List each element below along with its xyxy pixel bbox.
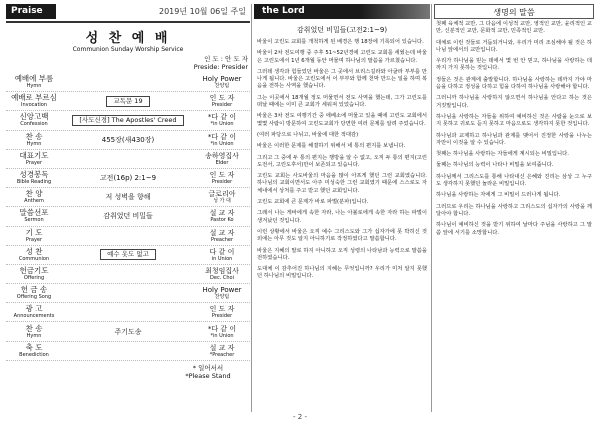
order-item-name bbox=[6, 171, 62, 185]
order-item-detail: [사도신경] The Apostles' Creed bbox=[72, 115, 183, 126]
order-item-en: Invocation bbox=[20, 102, 48, 109]
order-person-ko: 글로리아 bbox=[208, 190, 236, 199]
order-item-person bbox=[194, 248, 250, 262]
service-subtitle: Communion Sunday Worship Service bbox=[72, 46, 184, 53]
order-person-en: Elder bbox=[215, 159, 229, 166]
word-paragraph: 하나님을 사랑하는 자에게 그 비밀이 드러나게 됩니다. bbox=[436, 192, 561, 199]
order-item-person bbox=[194, 190, 250, 204]
order-item-name bbox=[6, 248, 62, 262]
order-item-ko: 헌 금 송 bbox=[20, 285, 48, 295]
order-item-detail: 고전(16p) 2:1~9 bbox=[99, 174, 157, 183]
order-item-en: Hymn bbox=[26, 140, 42, 147]
order-person-ko: *다 같 이 bbox=[207, 113, 237, 122]
order-item-en: Announcements bbox=[13, 313, 55, 320]
sermon-paragraph: 바울이 고린도 교회를 개척하게 된 배경은 행 18장에 기록되어 있습니다. bbox=[257, 39, 424, 45]
order-person-en: Preacher bbox=[210, 236, 234, 243]
word-paragraph: 하나님과 교제하고 하나님과 관계를 맺어서 진정한 사랑을 나누는 자만이 이것을 알 수 있습니다. bbox=[436, 132, 592, 146]
order-item-ko: 신앙고백 bbox=[19, 112, 49, 122]
order-item-content bbox=[62, 192, 194, 202]
order-item-content bbox=[62, 96, 194, 107]
word-paragraph: 우리가 하나님을 믿는 데에서 몇 번 안 믿고, 하나님을 사랑하는 데까지 가지 못하는 것입니다. bbox=[436, 58, 592, 72]
order-row bbox=[6, 188, 250, 207]
word-paragraph: 첫째는 하나님을 사랑하는 자들에게 계시되는 비밀입니다. bbox=[436, 151, 569, 158]
word-paragraph: 대체로 이런 것들로 거듭되거니와, 우리가 미리 조심해야 될 것은 하나님 앞에서의 교만입니다. bbox=[436, 39, 592, 53]
sermon-paragraph: 도대체 이 감추어진 하나님의 지혜는 무엇입니까? 우리가 미처 알지 못했던 하나님의 비밀입니다. bbox=[257, 266, 427, 280]
order-item-ko: 찬 송 bbox=[25, 323, 43, 333]
order-item-person bbox=[194, 286, 250, 300]
order-person-ko: Holy Power bbox=[202, 75, 242, 84]
word-title: 생명의 말씀 bbox=[434, 4, 594, 19]
order-row bbox=[6, 284, 250, 303]
order-person-en: *Preacher bbox=[209, 351, 235, 358]
order-item-name bbox=[6, 133, 62, 147]
stand-note-ko: * 일어서서 bbox=[192, 363, 224, 372]
sermon-paragraph: 그래서 나는 게바에게 속한 자라, 나는 아볼로에게 속한 자라 하는 파벌이 생겨났던 것입니다. bbox=[257, 210, 427, 224]
order-person-en: Presider bbox=[211, 102, 233, 109]
order-person-ko: 다 같 이 bbox=[209, 247, 235, 256]
sermon-paragraph: 바울은 3차 전도 여행기간 중 에베소에 머물고 있을 때에 고린도 교회에서 몇몇 사람이 방문하여 고린도교회가 당면한 여러 문제를 알려 주었습니다. bbox=[257, 113, 427, 127]
service-leader bbox=[6, 55, 250, 71]
order-item-en: Prayer bbox=[25, 236, 43, 243]
order-item-en: Communion bbox=[18, 255, 50, 262]
order-item-ko: 광 고 bbox=[25, 304, 43, 314]
order-person-en: *in Union bbox=[210, 332, 234, 339]
order-item-name bbox=[6, 344, 62, 358]
order-person-en: 성 가 대 bbox=[213, 198, 231, 205]
sermon-paragraph: 바울은 이러한 문제를 해결하기 위해서 네 통의 편지를 보냅니다. bbox=[257, 143, 406, 150]
order-person-ko: 인 도 자 bbox=[209, 94, 235, 103]
leader-ko: 인 도 : 안 도 자 bbox=[204, 55, 248, 63]
order-row bbox=[6, 342, 250, 361]
order-item-en: Offering bbox=[23, 274, 45, 281]
order-item-content bbox=[62, 211, 194, 221]
order-item-detail: 교독문 19 bbox=[106, 96, 149, 107]
order-item-detail: 예수 옷도 없고 bbox=[100, 249, 156, 260]
order-item-content bbox=[62, 115, 194, 126]
order-item-en: Hymn bbox=[26, 332, 42, 339]
order-item-person bbox=[194, 344, 250, 358]
order-item-en: Confession bbox=[20, 121, 48, 128]
order-row bbox=[6, 265, 250, 284]
order-item-ko: 성경봉독 bbox=[19, 170, 49, 180]
order-item-person bbox=[194, 325, 250, 339]
order-item-person bbox=[194, 152, 250, 166]
order-item-ko: 예배에 부름 bbox=[14, 74, 54, 84]
word-body bbox=[434, 21, 594, 237]
order-item-ko: 헌금기도 bbox=[19, 265, 49, 275]
order-row bbox=[6, 131, 250, 150]
order-person-ko: 설 교 자 bbox=[209, 228, 235, 237]
order-person-en: in Union bbox=[211, 255, 233, 262]
order-item-name bbox=[6, 305, 62, 319]
order-item-ko: 예배로 부르심 bbox=[11, 93, 57, 103]
order-item-ko: 말씀선포 bbox=[19, 208, 49, 218]
page-number: - 2 - bbox=[293, 413, 307, 421]
order-item-en: Benediction bbox=[19, 351, 49, 358]
order-person-en: *in Union bbox=[210, 140, 234, 147]
order-item-name bbox=[6, 152, 62, 166]
order-row bbox=[6, 227, 250, 246]
sermon-body bbox=[254, 39, 430, 281]
order-item-detail: 455장(새430장) bbox=[101, 135, 155, 144]
order-person-ko: *다 같 이 bbox=[207, 132, 237, 141]
left-header bbox=[6, 4, 250, 23]
order-item-ko: 대표기도 bbox=[19, 150, 49, 160]
order-row bbox=[6, 92, 250, 111]
order-item-en: Bible Reading bbox=[16, 179, 52, 186]
word-column bbox=[434, 4, 594, 412]
order-item-ko: 축 도 bbox=[25, 342, 43, 352]
order-row bbox=[6, 73, 250, 92]
sermon-paragraph: 바울은 지혜의 말로 하지 아니하고 오직 성령의 나타남과 능력으로 말씀을 전하였습니다. bbox=[257, 247, 427, 261]
order-person-en: Presider bbox=[211, 313, 233, 320]
order-item-content bbox=[62, 327, 194, 337]
praise-tab: Praise bbox=[6, 4, 56, 19]
word-paragraph: 하나님께서 그리스도를 통해 나타내신 은혜와 진리는 삼상 그 누구도 생각하지 못했던 놀라운 비밀입니다. bbox=[436, 173, 592, 188]
order-row bbox=[6, 207, 250, 226]
sermon-paragraph: 이런 상황에서 바울은 오직 예수 그리스도와 그가 십자가에 못 박히신 것 외에는 아무 것도 알지 아니하기로 작정하였다고 말씀합니다. bbox=[257, 228, 427, 243]
order-row bbox=[6, 246, 250, 265]
sermon-paragraph: 그는 이곳에서 18개월 정도 머물면서 전도 사역을 했는데, 그가 고린도를 떠날 때에는 이미 큰 교회가 세워져 있었습니다. bbox=[257, 94, 427, 109]
leader-en: Preside: Presider bbox=[193, 63, 248, 71]
order-person-ko: 설 교 자 bbox=[209, 209, 235, 218]
order-person-en: Dec. Choi bbox=[210, 274, 234, 281]
word-paragraph: 둘째는 하나님의 능력이 나타나 비밀을 보여줍니다. bbox=[436, 162, 554, 169]
order-item-detail: 저 성벽을 향해 bbox=[105, 193, 151, 202]
order-person-ko: Holy Power bbox=[202, 286, 242, 295]
lord-tab: the Lord bbox=[254, 4, 430, 19]
order-item-person bbox=[194, 94, 250, 108]
order-item-ko: 기 도 bbox=[25, 227, 43, 237]
order-item-name bbox=[6, 325, 62, 339]
order-row bbox=[6, 169, 250, 188]
order-item-en: Hymn bbox=[26, 83, 42, 90]
order-item-person bbox=[194, 229, 250, 243]
order-item-name bbox=[6, 75, 62, 89]
order-item-person bbox=[194, 209, 250, 223]
order-item-person bbox=[194, 133, 250, 147]
service-title: 성 찬 예 배 bbox=[85, 31, 171, 46]
order-person-ko: *다 같 이 bbox=[207, 324, 237, 333]
order-item-detail: 감취었던 비밀들 bbox=[103, 212, 153, 221]
word-paragraph: 그러니까 하나님을 사랑하지 않으면서 하나님을 안다고 하는 것은 거짓말입니다. bbox=[436, 95, 592, 109]
sermon-column bbox=[254, 4, 430, 412]
order-of-worship-column bbox=[6, 4, 250, 412]
sermon-paragraph: 바울이 2차 전도여행 중 주후 51~52년경에 고린도 교회를 세웠는데 바울은 고린도에서 1년 6개월 동안 머물며 하나님의 말씀을 가르쳤습니다. bbox=[257, 50, 427, 64]
column-divider bbox=[251, 4, 252, 412]
order-person-en: Presider bbox=[211, 179, 233, 186]
order-item-detail: 주기도송 bbox=[114, 327, 142, 336]
word-paragraph: 그러므로 우리는 하나님을 사랑하고 그리스도의 십자가의 사랑을 깨달아야 합니다. bbox=[436, 203, 592, 217]
order-item-content bbox=[62, 249, 194, 260]
order-person-ko: 인 도 자 bbox=[209, 305, 235, 314]
bulletin-date: 2019년 10월 06일 주일 bbox=[159, 7, 246, 16]
order-item-name bbox=[6, 286, 62, 300]
order-list bbox=[6, 73, 250, 361]
order-item-content bbox=[62, 173, 194, 183]
order-item-person bbox=[194, 267, 250, 281]
stand-note bbox=[6, 364, 250, 380]
order-item-person bbox=[194, 305, 250, 319]
word-paragraph: 정들은 것은 관계에 출발합니다. 하나님을 사랑하는 데까지 가야 마음을 다하고 정성을 다하고 힘을 다하여 하나님을 사랑해야 합니다. bbox=[436, 76, 592, 91]
order-item-name bbox=[6, 267, 62, 281]
order-item-en: Sermon bbox=[24, 217, 44, 224]
sermon-paragraph: (여러 파당으로 나뉘고, 바울에 대한 적대감) bbox=[257, 131, 359, 138]
order-item-en: Prayer bbox=[25, 159, 43, 166]
order-person-ko: 설 교 자 bbox=[209, 343, 235, 352]
order-person-ko: 최청임집사 bbox=[205, 266, 239, 275]
order-item-person bbox=[194, 75, 250, 89]
sermon-paragraph: 고린도 교회에 큰 문제가 바로 파벌(분파)입니다. bbox=[257, 199, 369, 206]
order-item-person bbox=[194, 113, 250, 127]
word-paragraph: 첫째 육체적 교만, 그 다음에 이성적 교만, 영적인 교만, 윤리적인 교만, 신분적인 교만, 문화적 교만, 민족적인 교만. bbox=[436, 21, 592, 35]
order-item-en: Offering Song bbox=[16, 294, 52, 301]
order-row bbox=[6, 150, 250, 169]
order-row bbox=[6, 322, 250, 341]
sermon-paragraph: 그러데 생각과 힘들었던 바울은 그 곳에서 브리스길라와 아굴라 부부를 만나게 됩니다. 바울은 고린도에서 이 부부와 함께 천막 만드는 일을 하며 복음을 전하는 사역을 했습니다. bbox=[257, 68, 427, 90]
order-person-en: Pastor Ko bbox=[210, 217, 234, 224]
word-paragraph: 하나님이 예비하신 것을 받기 위하여 날마다 주님을 사랑하고 그 말씀 앞에 서기를 소망합니다. bbox=[436, 222, 592, 236]
order-item-person bbox=[194, 171, 250, 185]
order-item-en: Anthem bbox=[24, 198, 44, 205]
order-item-name bbox=[6, 94, 62, 108]
order-person-en: 찬양팀 bbox=[214, 83, 230, 90]
stand-note-en: *Please Stand bbox=[185, 371, 231, 380]
order-row bbox=[6, 303, 250, 322]
order-item-content bbox=[62, 135, 194, 145]
order-person-ko: 송하영집사 bbox=[205, 151, 239, 160]
word-paragraph: 하나님을 사랑하는 자들을 위하여 예비하신 것은 사람을 눈으로 보지 못하고 귀로도 듣지 못하고 마음으로도 생각하지 못한 것입니다. bbox=[436, 113, 592, 128]
sermon-title: 감취었던 비밀들(고전2:1~9) bbox=[296, 26, 388, 34]
order-item-name bbox=[6, 113, 62, 127]
order-item-ko: 찬 송 bbox=[25, 131, 43, 141]
order-row bbox=[6, 111, 250, 130]
order-item-ko: 성 찬 bbox=[25, 246, 43, 256]
order-person-en: 찬양팀 bbox=[214, 294, 230, 301]
order-item-ko: 찬 양 bbox=[25, 189, 43, 199]
sermon-paragraph: 고린도 교회는 사도바울의 마음을 많이 아프게 했던 그런 교회였습니다. 하나님의 교회이면서도 아주 미성숙한 그런 교회였기 때문에 스스로도 자체내에서 상처를 주고 받고 했던 교회입니다. bbox=[257, 173, 427, 194]
order-item-name bbox=[6, 229, 62, 243]
column-divider bbox=[431, 4, 432, 412]
order-person-en: *in Union bbox=[210, 121, 234, 128]
order-person-ko: 인 도 자 bbox=[209, 171, 235, 180]
sermon-paragraph: 그리고 그 중에 두 통의 편지는 행방을 알 수 없고, 오직 두 통의 편지(고린도전서, 고린도후서)만이 보존되고 있습니다. bbox=[257, 154, 427, 168]
order-item-name bbox=[6, 190, 62, 204]
order-item-name bbox=[6, 209, 62, 223]
